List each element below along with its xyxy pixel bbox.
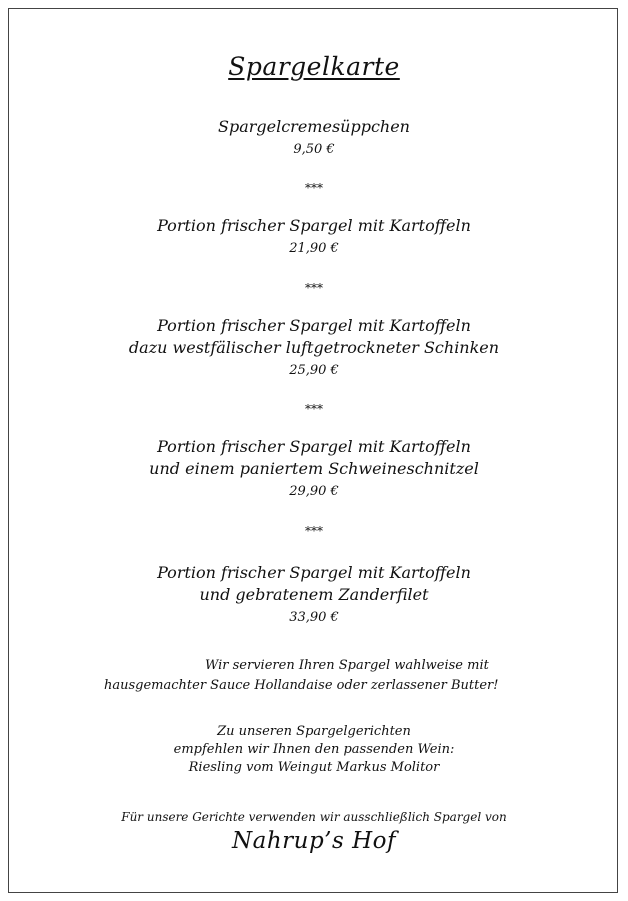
sauce-note-line-1: Wir servieren Ihren Spargel wahlweise mit [205,658,489,673]
menu-item-asparagus-zander [0,562,628,629]
dish-price: 33,90 € [289,610,339,625]
source-note: Für unsere Gerichte verwenden wir ausschließlich Spargel von [121,810,507,824]
menu-item-soup [0,116,628,161]
dish-name-line-2: und gebratenem Zanderfilet [199,585,429,604]
separator: *** [305,402,323,416]
menu-item-asparagus-ham [0,315,628,382]
menu-item-asparagus-schnitzel [0,436,628,503]
dish-name-line-1: Portion frischer Spargel mit Kartoffeln [157,316,471,335]
separator: *** [305,524,323,538]
dish-name-line-2: und einem paniertem Schweineschnitzel [149,459,479,478]
wine-note-line-3: Riesling vom Weingut Markus Molitor [188,760,440,775]
dish-name-line-1: Portion frischer Spargel mit Kartoffeln [157,437,471,456]
dish-price: 25,90 € [289,363,339,378]
dish-name-line-2: dazu westfälischer luftgetrockneter Schinken [128,338,500,357]
wine-recommendation [0,723,628,777]
farm-name: Nahrup’s Hof [231,828,397,854]
menu-title: Spargelkarte [228,52,400,81]
dish-price: 29,90 € [289,484,339,499]
sauce-note-line-2: hausgemachter Sauce Hollandaise oder zerlassener Butter! [104,678,499,693]
dish-price: 9,50 € [293,142,335,157]
menu-item-asparagus-potatoes [0,215,628,260]
dish-name-line-1: Portion frischer Spargel mit Kartoffeln [157,563,471,582]
dish-name: Portion frischer Spargel mit Kartoffeln [157,216,471,235]
wine-note-line-2: empfehlen wir Ihnen den passenden Wein: [173,742,455,757]
wine-note-line-1: Zu unseren Spargelgerichten [217,724,411,739]
separator: *** [305,281,323,295]
dish-name: Spargelcremesüppchen [218,117,410,136]
separator: *** [305,181,323,195]
dish-price: 21,90 € [289,241,339,256]
